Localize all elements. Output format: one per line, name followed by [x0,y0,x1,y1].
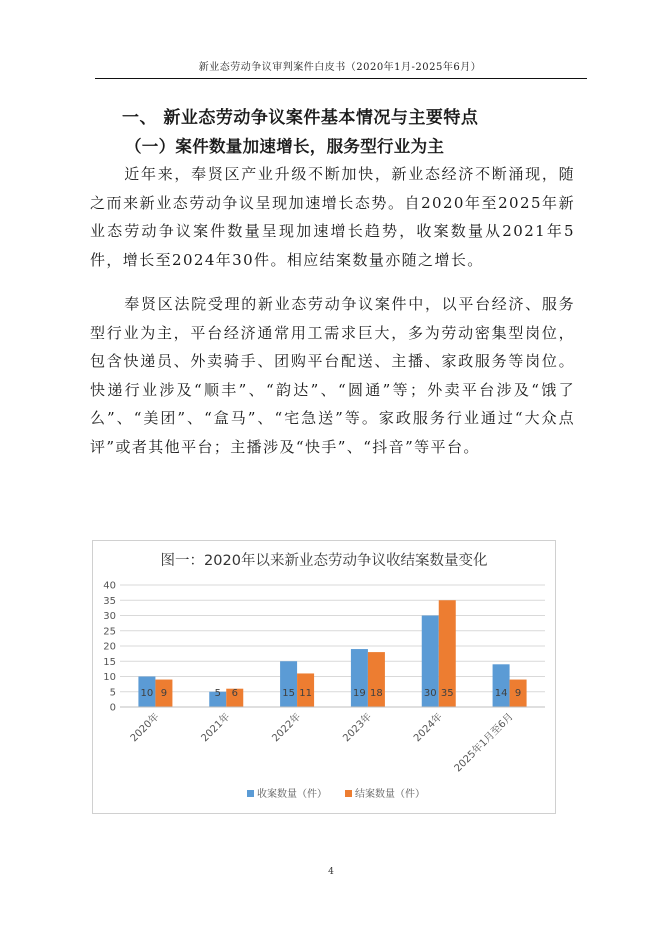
y-tick-label: 35 [103,595,116,607]
data-label: 18 [370,688,383,699]
data-label: 9 [514,688,522,699]
x-tick-label: 2022年 [270,711,304,745]
y-tick-label: 25 [103,626,116,638]
x-tick-label: 2023年 [341,711,375,745]
paragraph-1-text: 近年来，奉贤区产业升级不断加快，新业态经济不断涌现，随之而来新业态劳动争议呈现加速增长态势。自2020年至2025年新业态劳动争议案件数量呈现加速增长趋势，收案数量从2021年5件，增长至2024年30件。相应结案数量亦随之增长。 [90,165,575,269]
x-tick-label: 2020年 [128,711,162,745]
paragraph-1 [90,160,575,274]
y-tick-label: 5 [109,687,116,699]
data-label: 9 [160,688,168,699]
data-label: 11 [299,688,312,699]
section-heading: 一、 新业态劳动争议案件基本情况与主要特点 [122,108,479,128]
data-label: 10 [140,688,154,699]
data-label: 5 [214,688,221,699]
y-tick-label: 15 [103,656,116,668]
subsection-heading: （一）案件数量加速增长，服务型行业为主 [125,137,445,156]
header-divider [95,78,587,79]
paragraph-2-text: 奉贤区法院受理的新业态劳动争议案件中，以平台经济、服务型行业为主，平台经济通常用工需求巨大，多为劳动密集型岗位，包含快递员、外卖骑手、团购平台配送、主播、家政服务等岗位。快递行业涉及“顺丰”、“韵达”、“圆通”等；外卖平台涉及“饿了么”、“美团”、“盒马”、“宅急送”等。家政服务行业通过“大众点评”或者其他平台；主播涉及“快手”、“抖音”等平台。 [90,295,575,456]
data-label: 30 [423,688,437,699]
data-label: 35 [440,688,454,699]
y-tick-label: 30 [103,611,116,622]
x-tick-label: 2025年1月至6月 [452,711,516,775]
y-tick-label: 20 [103,641,116,653]
running-header: 新业态劳动争议审判案件白皮书（2020年1月-2025年6月） [198,62,482,73]
y-tick-label: 40 [103,580,116,592]
bar-received [280,661,297,707]
chart-svg [93,541,555,813]
x-tick-label: 2021年 [199,711,233,745]
data-label: 19 [353,688,366,699]
legend-label: 结案数量（件） [355,789,425,800]
case-count-chart [92,540,556,814]
legend-swatch [247,790,254,797]
bar-received [493,664,510,707]
chart-title: 图一：2020年以来新业态劳动争议收结案数量变化 [160,553,488,569]
legend-swatch [345,790,352,797]
x-tick-label: 2024年 [412,711,445,745]
legend-label: 收案数量（件） [257,789,327,800]
data-label: 15 [282,688,295,699]
y-tick-label: 0 [109,702,116,714]
data-label: 14 [494,688,508,699]
paragraph-2 [90,290,575,462]
y-tick-label: 10 [103,672,116,683]
page-number: 4 [328,867,334,877]
data-label: 6 [231,688,238,699]
